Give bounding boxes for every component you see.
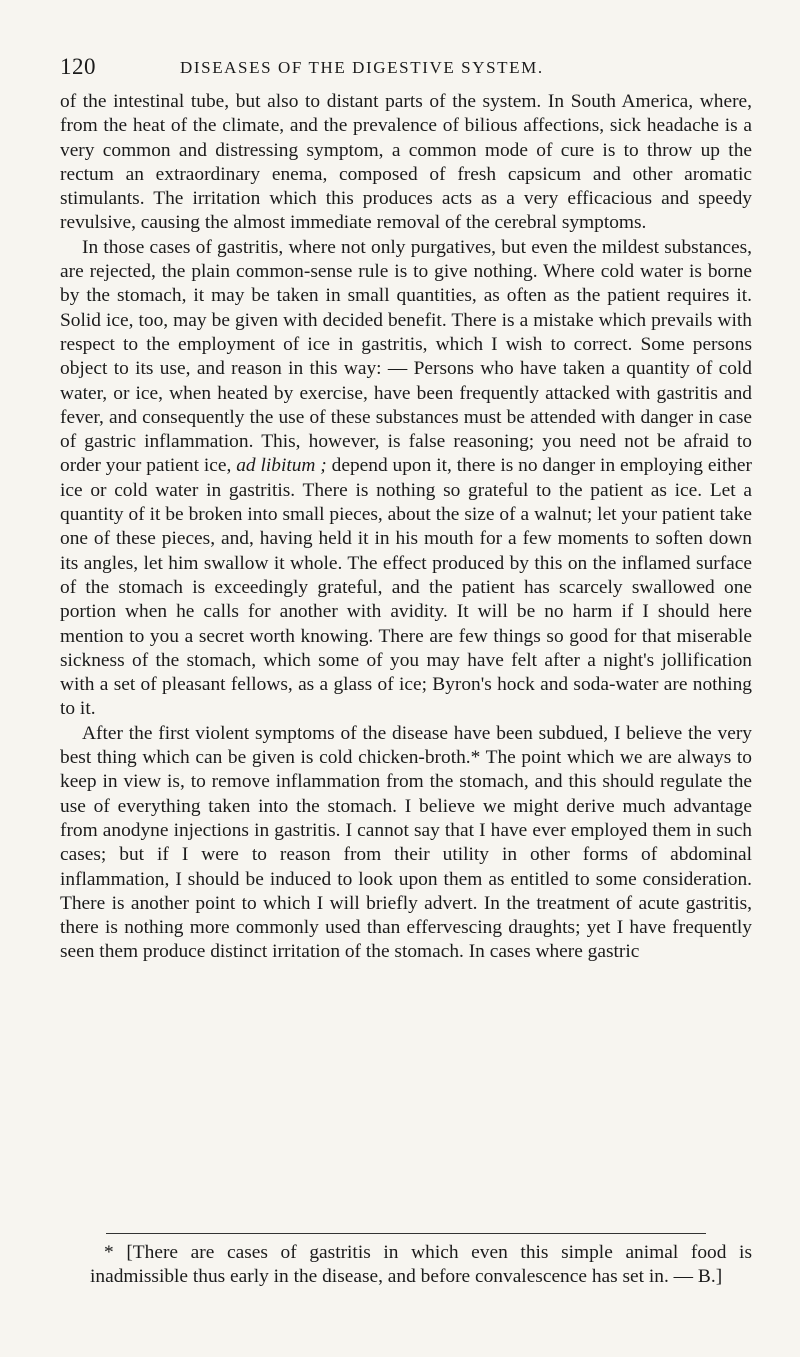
paragraph-ice-in-gastritis <box>60 236 752 722</box>
running-title: DISEASES OF THE DIGESTIVE SYSTEM. <box>180 58 544 77</box>
paragraph-continued: of the intestinal tube, but also to distant parts of the system. In South America, where, from the heat of the climate, and the prevalence of bilious affections, sick headache is a very common and distressing symptom, a common mode of cure is to throw up the rectum an extraordinary enema, composed of fresh capsicum and other aromatic stimulants. The irritation which this produces acts as a very efficacious and speedy revulsive, causing the almost immediate removal of the cerebral symptoms. <box>60 91 752 234</box>
paragraph-text: In those cases of gastritis, where not only purgatives, but even the mildest substances, are rejected, the plain common-sense rule is to give nothing. Where cold water is borne by the stomach, it may be taken in small quantities, as often as the patient requires it. Solid ice, too, may be given with decided benefit. There is a mistake which prevails with respect to the employment of ice in gastritis, which I wish to correct. Some persons object to its use, and reason in this way: — Persons who have taken a quantity of cold water, or ice, when heated by exercise, have been frequently attacked with gastritis and fever, and consequently the use of these substances must be attended with danger in case of gastric inflammation. This, however, is false reasoning; you need not be afraid to order your patient ice, <box>60 236 752 477</box>
paragraph-chicken-broth: After the first violent symptoms of the disease have been subdued, I believe the very best thing which can be given is cold chicken-broth.* The point which we are always to keep in view is, to remove inflammation from the stomach, and this should regulate the use of everything taken into the stomach. I believe we might derive much advantage from anodyne injections in gastritis. I cannot say that I have ever employed them in such cases; but if I were to reason from their utility in other forms of abdominal inflammation, I should be induced to look upon them as entitled to some consideration. There is another point to which I will briefly advert. In the treatment of acute gastritis, there is nothing more commonly used than effervescing draughts; yet I have frequently seen them produce distinct irritation of the stomach. In cases where gastric <box>60 722 752 963</box>
body-text <box>60 90 752 965</box>
footnote-rule <box>106 1233 706 1234</box>
page-number: 120 <box>60 54 96 79</box>
footnote <box>90 1241 752 1290</box>
latin-phrase: ad libitum ; <box>236 455 327 477</box>
running-head <box>60 54 750 94</box>
footnote-text: * [There are cases of gastritis in which even this simple animal food is inadmissible thus early in the disease, and before convalescence has set in. — B.] <box>90 1242 752 1288</box>
paragraph-text: depend upon it, there is no danger in employing either ice or cold water in gastritis. There is nothing so grateful to the patient as ice. Let a quantity of it be broken into small pieces, about the size of a walnut; let your patient take one of these pieces, and, having held it in his mouth for a few moments to soften down its angles, let him swallow it whole. The effect produced by this on the inflamed surface of the stomach is exceedingly grateful, and the patient has scarcely swallowed one portion when he calls for another with avidity. It will be no harm if I should here mention to you a secret worth knowing. There are few things so good for that miserable sickness of the stomach, which some of you may have felt after a night's jollification with a set of pleasant fellows, as a glass of ice; Byron's hock and soda-water are nothing to it. <box>60 455 752 720</box>
